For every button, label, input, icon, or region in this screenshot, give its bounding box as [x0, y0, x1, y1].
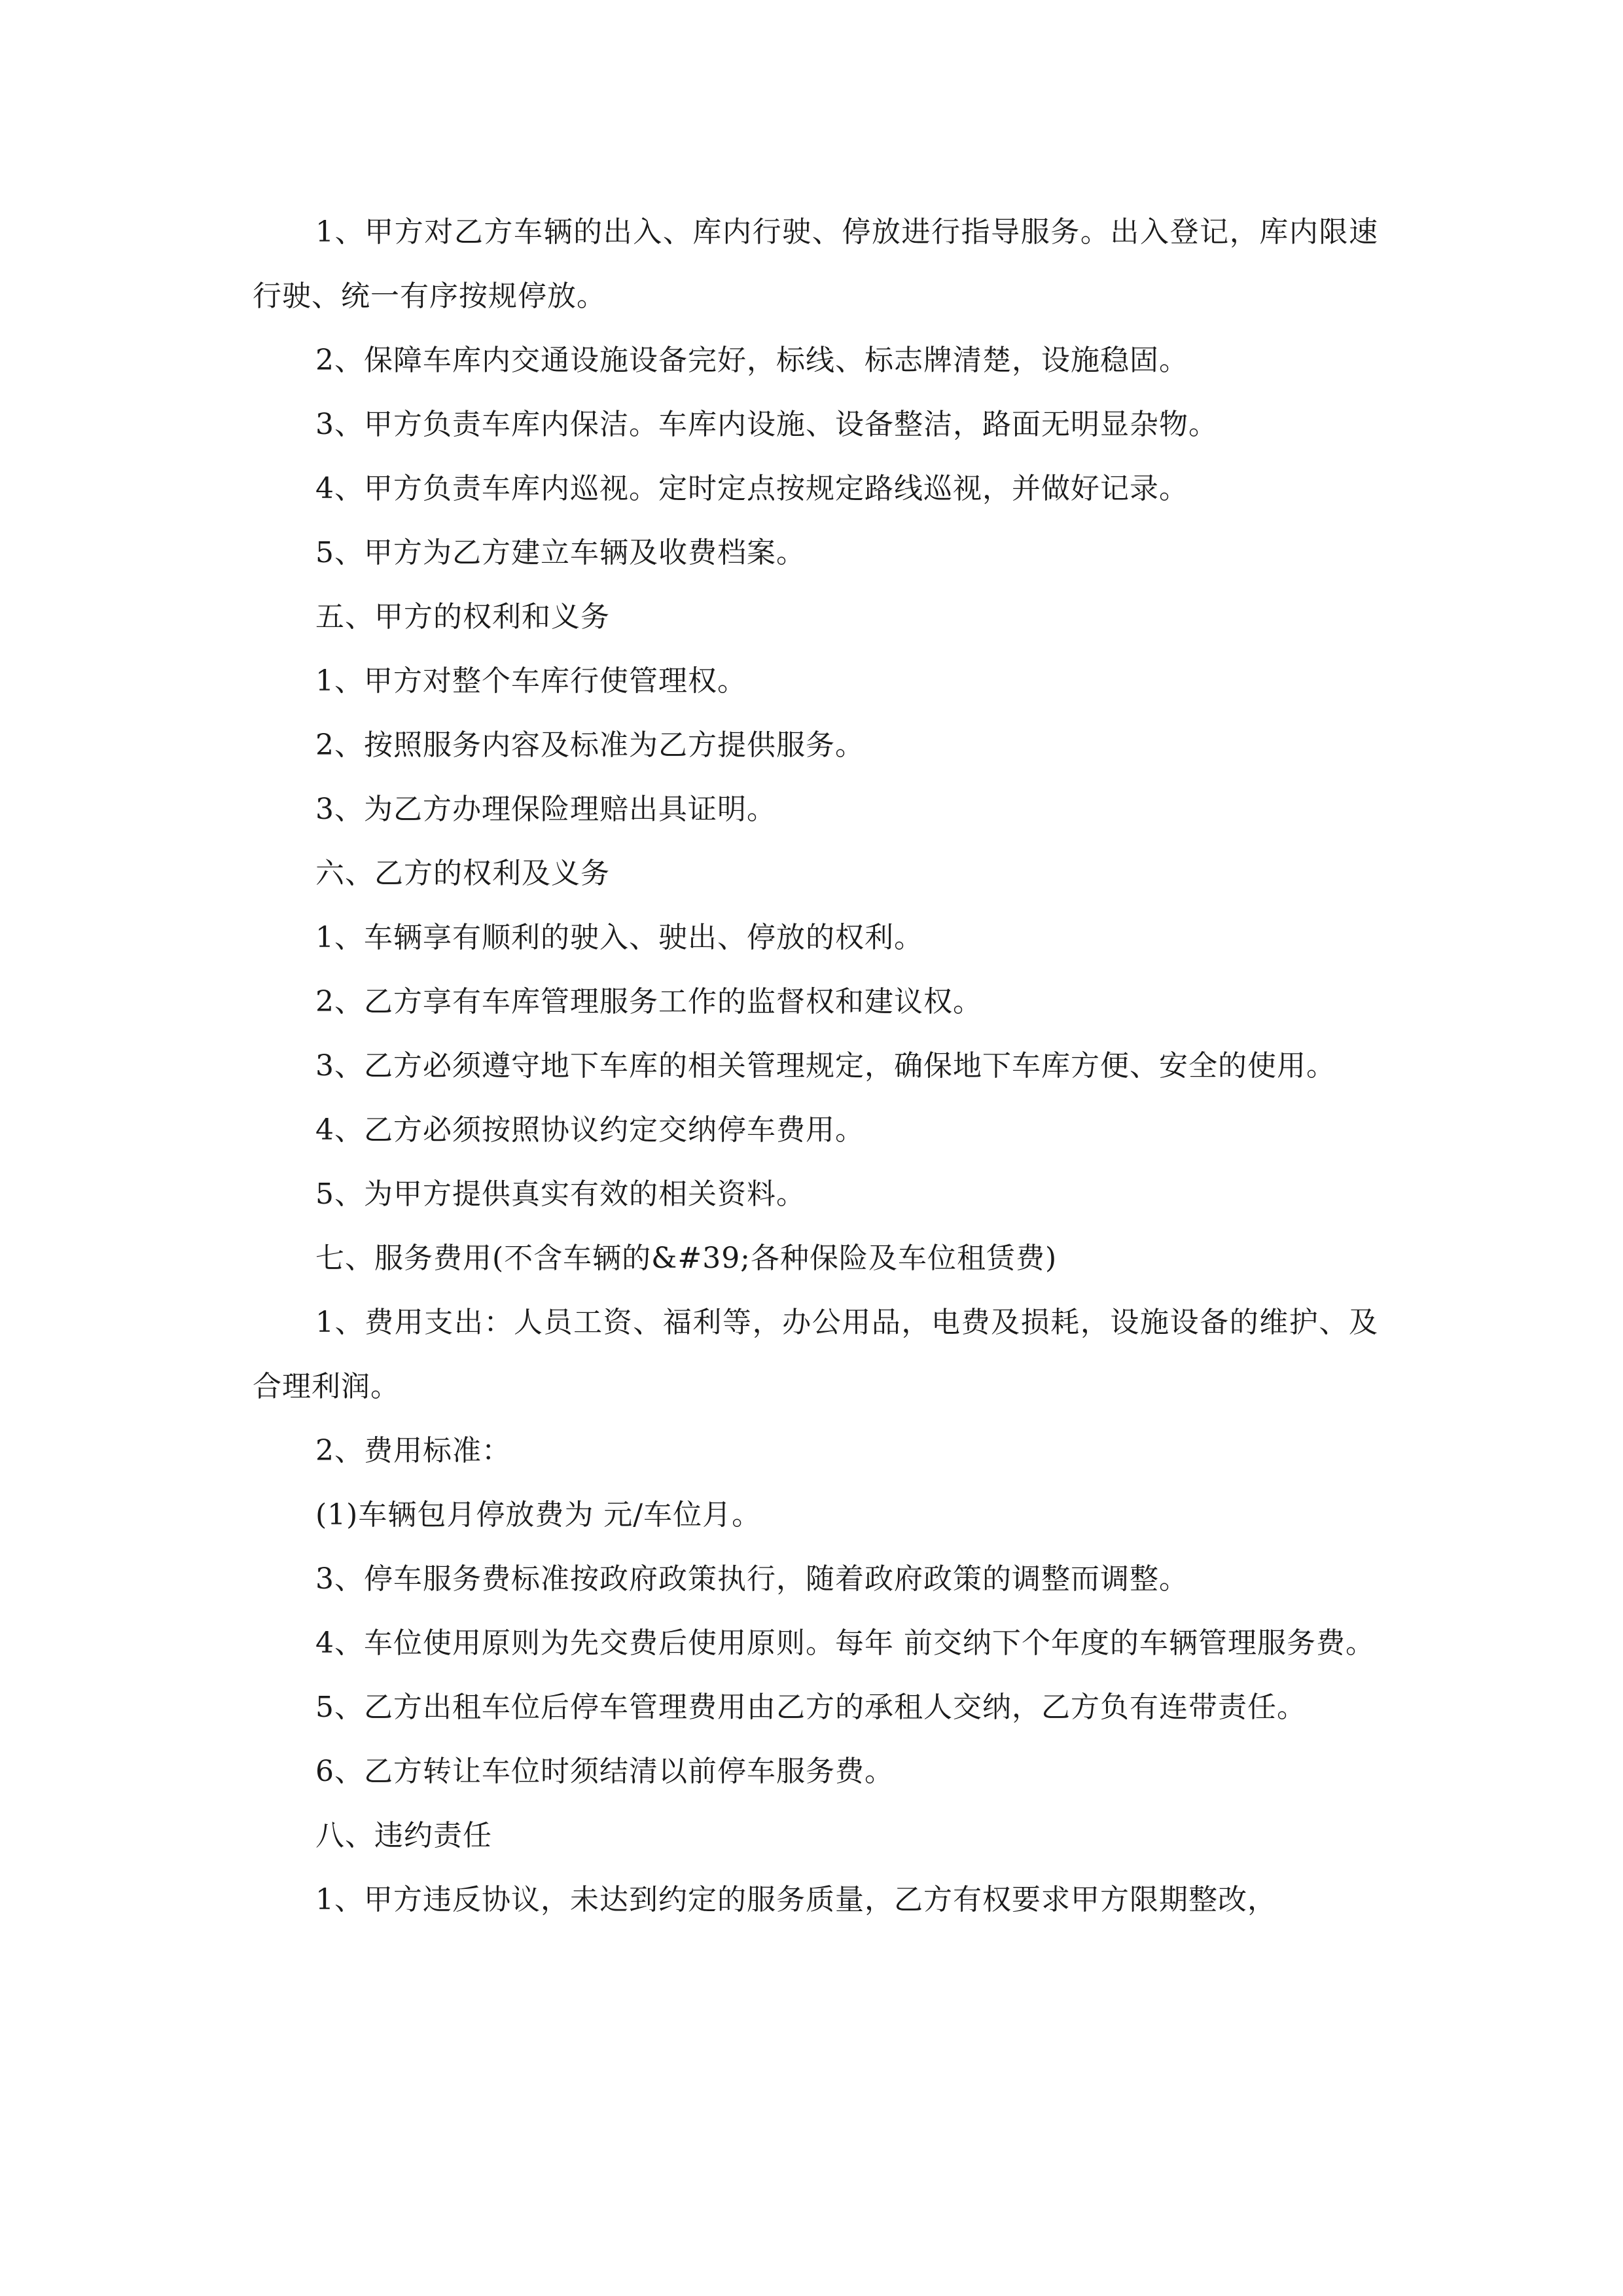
paragraph: 5、甲方为乙方建立车辆及收费档案。 [315, 536, 806, 569]
paragraph: 3、乙方必须遵守地下车库的相关管理规定，确保地下车库方便、安全的使用。 [315, 1049, 1336, 1083]
paragraph: 1、车辆享有顺利的驶入、驶出、停放的权利。 [315, 921, 923, 954]
section-heading: 六、乙方的权利及义务 [315, 857, 610, 890]
paragraph: 4、乙方必须按照协议约定交纳停车费用。 [315, 1113, 865, 1147]
paragraph: 2、保障车库内交通设施设备完好，标线、标志牌清楚，设施稳固。 [315, 344, 1188, 377]
paragraph: 1、甲方对整个车库行使管理权。 [315, 664, 747, 698]
paragraph: 3、停车服务费标准按政府政策执行，随着政府政策的调整而调整。 [315, 1562, 1188, 1596]
paragraph: 1、甲方违反协议，未达到约定的服务质量，乙方有权要求甲方限期整改， [315, 1883, 1277, 1916]
paragraph: 2、乙方享有车库管理服务工作的监督权和建议权。 [315, 985, 982, 1018]
paragraph: 4、甲方负责车库内巡视。定时定点按规定路线巡视，并做好记录。 [315, 472, 1188, 505]
paragraph: 5、乙方出租车位后停车管理费用由乙方的承租人交纳，乙方负有连带责任。 [315, 1691, 1306, 1724]
section-heading: 八、违约责任 [315, 1819, 492, 1852]
paragraph: 1、费用支出：人员工资、福利等，办公用品，电费及损耗，设施设备的维护、及合理利润。 [253, 1306, 1378, 1403]
paragraph: 1、甲方对乙方车辆的出入、库内行驶、停放进行指导服务。出入登记，库内限速行驶、统一有序按规停放。 [253, 215, 1378, 313]
paragraph: (1)车辆包月停放费为 元/车位月。 [315, 1498, 762, 1532]
paragraph: 3、为乙方办理保险理赔出具证明。 [315, 793, 776, 826]
paragraph: 2、费用标准： [315, 1434, 511, 1467]
paragraph: 4、车位使用原则为先交费后使用原则。每年 前交纳下个年度的车辆管理服务费。 [315, 1626, 1375, 1660]
paragraph: 2、按照服务内容及标准为乙方提供服务。 [315, 728, 865, 762]
section-heading: 七、服务费用(不含车辆的&#39;各种保险及车位租赁费) [315, 1242, 1058, 1275]
paragraph: 3、甲方负责车库内保洁。车库内设施、设备整洁，路面无明显杂物。 [315, 408, 1218, 441]
section-heading: 五、甲方的权利和义务 [315, 600, 610, 634]
paragraph: 6、乙方转让车位时须结清以前停车服务费。 [315, 1755, 894, 1788]
document-body [253, 200, 1378, 1932]
paragraph: 5、为甲方提供真实有效的相关资料。 [315, 1177, 806, 1211]
